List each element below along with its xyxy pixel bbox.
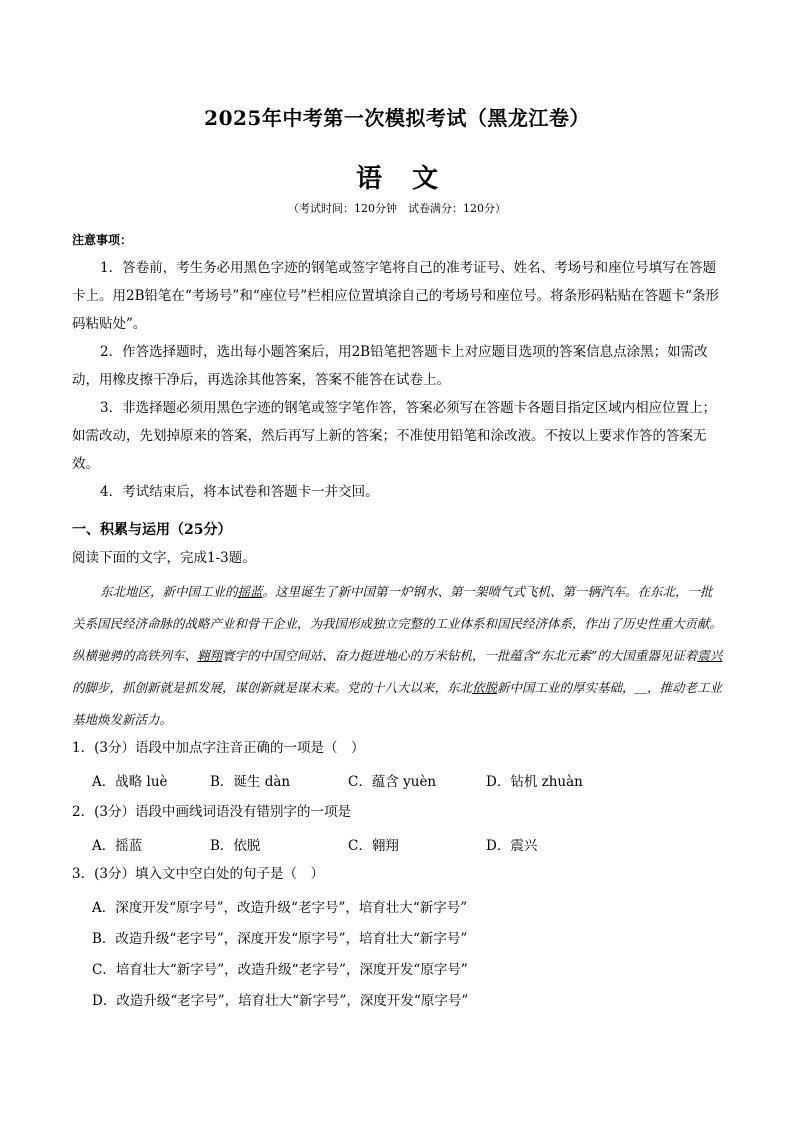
option-b: B．依脱	[210, 838, 261, 854]
option-a: A．战略 luè	[92, 774, 168, 790]
question-3-stem: 3．(3分）填入文中空白处的句子是（ ）	[72, 866, 324, 882]
question-1-stem: 1．(3分）语段中加点字注音正确的一项是（ ）	[72, 740, 365, 756]
exam-meta: （考试时间：120分钟 试卷满分：120分）	[288, 202, 506, 215]
underlined-word: 翱翔	[197, 648, 223, 663]
option-b: B．诞生 dàn	[210, 774, 291, 790]
option-c: C．蕴含 yuèn	[348, 774, 437, 790]
option-a: A．摇蓝	[92, 838, 143, 854]
reading-passage	[72, 576, 724, 736]
section-heading: 一、积累与运用（25分）	[72, 522, 232, 538]
underlined-word: 震兴	[697, 648, 723, 663]
passage-text: 寰宇的中国空间站、奋力挺进地心的万米钻机，一批蕴含“东北元素”的大国重器见证着	[222, 648, 698, 663]
option-d: D．钻机 zhuàn	[486, 774, 583, 790]
underlined-word: 依脱	[472, 680, 498, 695]
note-item: 1．答卷前，考生务必用黑色字迹的钢笔或签字笔将自己的准考证号、姓名、考场号和座位号填写在答题卡上。用2B铅笔在“考场号”和“座位号”栏相应位置填涂自己的考场号和座位号。将条形码粘贴在答题卡“条形码粘贴处”。	[72, 260, 720, 332]
section-1	[72, 516, 724, 572]
subject-title: 语文	[355, 164, 468, 194]
option-c: C．翱翔	[348, 838, 399, 854]
question-3-option-a: A．深度开发“原字号”，改造升级“老字号”，培育壮大“新字号”	[92, 900, 468, 916]
notes-section	[72, 226, 724, 506]
question-2-stem: 2．(3分）语段中画线词语没有错别字的一项是	[72, 804, 351, 820]
exam-title: 2025年中考第一次模拟考试（黑龙江卷）	[204, 106, 590, 130]
note-item: 3．非选择题必须用黑色字迹的钢笔或签字笔作答，答案必须写在答题卡各题目指定区域内相应位置上；如需改动，先划掉原来的答案，然后再写上新的答案；不准使用铅笔和涂改液。不按以上要求作答的答案无效。	[72, 400, 717, 472]
question-3-option-c: C．培育壮大“新字号”，改造升级“老字号”，深度开发“原字号”	[92, 962, 468, 978]
passage-text: 新中国工业的厚实基础，＿，推动老工业基地焕发新活力。	[72, 680, 723, 727]
question-3-option-b: B．改造升级“老字号”，深度开发“原字号”，培育壮大“新字号”	[92, 931, 468, 947]
question-3-option-d: D．改造升级“老字号”，培育壮大“新字号”，深度开发“原字号”	[92, 993, 469, 1009]
note-item: 4．考试结束后，将本试卷和答题卡一并交回。	[100, 484, 379, 500]
passage-text: 东北地区，新中国工业的	[100, 584, 238, 599]
notes-heading: 注意事项：	[72, 233, 133, 247]
underlined-word: 摇蓝	[237, 584, 263, 599]
passage-text: 的脚步，抓创新就是抓发展，谋创新就是谋未来。党的十八大以来，东北	[72, 680, 473, 695]
section-instruction: 阅读下面的文字，完成1-3题。	[72, 550, 256, 566]
note-item: 2．作答选择题时，选出每小题答案后，用2B铅笔把答题卡上对应题目选项的答案信息点涂黑；如需改动，用橡皮擦干净后，再选涂其他答案，答案不能答在试卷上。	[72, 344, 708, 388]
passage-text: 。这里诞生了新中国第一炉钢水、第一架喷气式飞机、第一辆汽车。在东北，一批关系国民经济命脉的战略产业和骨干企业，为我国形成独立完整的工业体系和国民经济体系，作出了历史性重大贡献。纵横驰骋的高铁列车、	[72, 584, 723, 663]
option-d: D．震兴	[486, 838, 538, 854]
